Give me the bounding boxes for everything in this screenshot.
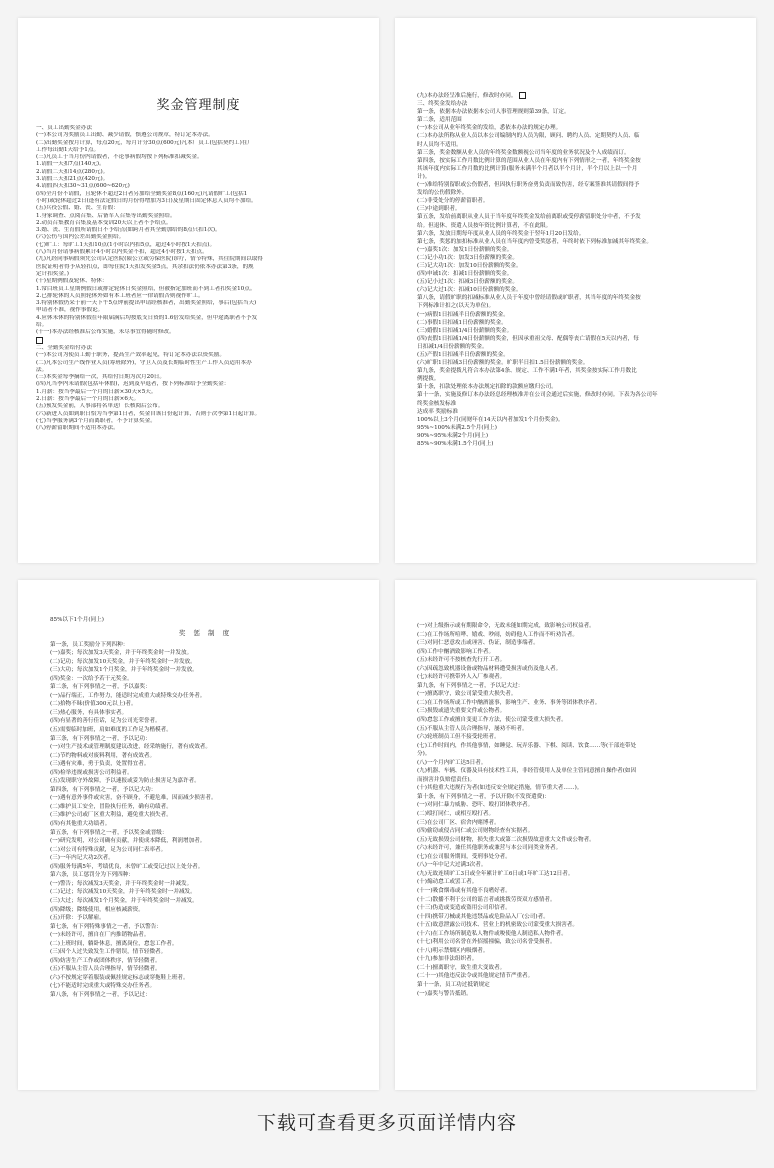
text-line: 给。 [36, 322, 48, 329]
text-line: 法。 [36, 366, 48, 373]
text-line: (四)奖金：一次给予若干元奖金。 [50, 675, 133, 682]
text-line: (六)轮班制员工但不接受轮班者。 [417, 734, 500, 741]
text-line: (五)发现职守外故障，予以速报或妥为防止损害足为嘉许者。 [50, 778, 200, 785]
document-page-2 [395, 18, 756, 563]
checkbox-icon [519, 92, 526, 99]
text-line: (五)需要临时加班，肩如难度的工作足为楷模者。 [50, 727, 172, 734]
text-line: 第八条，请假旷职的扣减标准从业人员于年度中曾经请假或旷职者，其当年度的年终奖金按 [417, 295, 641, 302]
text-line: 85%以下1个月(同上) [50, 617, 104, 623]
text-line: (四)妨害生产工作或团体秩序，情节轻微者。 [50, 957, 161, 964]
text-line: (三)中途到职者。 [417, 206, 461, 213]
text-line: 第七条，有下列特殊事情之一者，予以警告： [50, 923, 162, 930]
text-line: (五)不服从主管人员合理指导，屡劝不听者。 [417, 725, 528, 732]
text-line: (四)全月份不请假，且轮休不超过2日者另加给全勤奖金8点(160元)凡请假旷工(包括1 [36, 190, 248, 197]
text-line: 二、全勤奖金给付办法 [36, 344, 92, 351]
text-line: 一、员工出勤奖金办法 [36, 125, 92, 131]
checkbox-icon [36, 337, 43, 344]
text-line: (二)非受处分的停薪留职者。 [417, 198, 489, 205]
text-line: 给。但退休、资遣人员按年资比例计算者，不在此限。 [417, 222, 552, 229]
text-line: (五)不服从主管人员合理指导，情节轻微者。 [50, 966, 161, 973]
text-line: (三)维护公司或厂区重大利益，避免重大损失者。 [50, 812, 172, 819]
text-line: 1.月薪：按当季最后一个月的日薪×30天×5天。 [36, 388, 157, 395]
text-line: 第三条，有下列事情之一者，予以记功： [50, 735, 151, 742]
text-line: 85%~90%未满1.5个月(同上) [417, 441, 494, 448]
checkbox-marker [36, 337, 361, 345]
text-line: (四)凡当季内未请假(包括年休假)，迟到及早退者，按下列标准给予全勤奖金： [36, 381, 230, 388]
text-line: 第二条，适用范围 [417, 117, 462, 124]
text-line: (十六)在工作场所制造私人物件或唆使他人制造私人物件者。 [417, 930, 567, 937]
text-line: (五)产假1日扣减半日份薪额的奖金。 [417, 352, 509, 358]
text-line: (六)新进人员如到职日恰为当季第1日者，奖金自该日份起计算，否则于次季第1日起计算。 [36, 410, 261, 417]
text-line: (八)一个月内旷工达5日者。 [417, 759, 487, 766]
text-line: (八)当月份请事病假累计4小时以内奖金不扣，超过4小时按1天扣点。 [36, 249, 208, 256]
page-4-text [417, 622, 738, 998]
page-2-text [417, 92, 738, 448]
text-line: (一)对上级指示或有期限命令，无故未能如期完成，致影响公司权益者。 [417, 623, 595, 629]
text-line: 小时)或轮休超过2日(逢有法定假日的月份得增加为3日)及星期日固定休息人员均不加给。 [36, 197, 257, 204]
text-line: (十)煽动怠工或罢工者。 [417, 879, 478, 886]
text-line: (四)有显著的善行佳话，足为公司光荣誉者。 [50, 718, 161, 725]
text-line: 4.应休未休的特别休假在年限届满后均按底支日资的1.6倍发给奖金，但中途离职者不予发 [36, 314, 258, 321]
text-line: (七)工作时间内，作其他事情，如睡觉、玩弄乐器、下棋、阅读、饮食……等(干部连带处 [417, 742, 637, 749]
text-line: 下列标准计扣之(以天为单位)。 [417, 303, 495, 310]
text-line: (二)事假1日扣减1日份薪额的奖金。 [417, 319, 507, 326]
text-line: 100%以上3个月(同财年在14天以内者加发1个月份奖金)。 [417, 416, 564, 423]
text-line: 申请者不准，视作事假论。 [36, 307, 104, 314]
text-line: 发给的公伤假除外。 [417, 190, 468, 197]
text-line: 定计扣奖金。) [36, 270, 69, 277]
text-line: (七)当季服务满3个月而离职者，不予计算奖金。 [36, 417, 156, 424]
text-line: (十八)明示禁烟区内吸烟者。 [417, 947, 489, 954]
text-line: 第六条，发放日期每年度从业人员的年终奖金于翌年1月20日发给。 [417, 230, 585, 237]
text-line: 第九条，有下列事情之一者，予以记大过： [417, 682, 524, 689]
text-line: (五)记小过1次：扣减3日份薪额的奖金。 [417, 279, 518, 286]
text-line: (一)遇有意外事件或灾害，奋不顾身，不避危难，因而减少损害者。 [50, 795, 217, 802]
text-line: (十七)利用公司名誉在外招摇撞骗，致公司名誉受损者。 [417, 939, 556, 946]
text-line: 3.婚、丧、生育假所请假日不予给点(如跨月者其全勤加给的8点只扣1次)。 [36, 227, 221, 234]
text-line: 3.请假三天扣21点(420元)。 [36, 176, 109, 183]
text-line: (二)维护员工安全，冒险执行任务，确有功绩者。 [50, 803, 172, 810]
text-line: (二)记功；每次加发10天奖金，并于年终奖金时一并发放。 [50, 658, 196, 665]
text-line: 第五条，有下列事情之一者，予以奖金或晋级： [50, 829, 168, 836]
text-line: 95%~100%未满2.5个月(同上) [417, 424, 497, 431]
text-line: (十五)故意泄露公司技术、营业上的机密致公司蒙受重大损害者。 [417, 922, 578, 929]
text-line: (三)记大功1次：加发10日份薪额的奖金。 [417, 262, 522, 269]
text-line: 时人员均不适用。 [417, 141, 462, 148]
text-line: (十一)吸食烟毒或有其他不良嗜好者。 [417, 887, 511, 894]
text-line: (二)殴打同仁，或相互殴打者。 [417, 811, 495, 818]
page-3-text [50, 641, 361, 1000]
text-line: (六)未经许可，兼任其他职务或兼营与本公司同类业务者。 [417, 845, 562, 852]
text-line: (十)其他重大违规行为者(如违反安全规定措施，情节重大者……)。 [417, 785, 583, 792]
text-line: 第九条，奖金提拨凡符合本办法第4条、规定、工作不满1年者，其奖金按实际工作月数比 [417, 368, 637, 375]
text-line: 第四条，按实际工作月数比例计算的范围从业人员在年度内有下列情形之一者，年终奖金按 [417, 157, 641, 164]
text-line: (三)遇有灾难，勇于负责，处置得宜者。 [50, 761, 150, 768]
text-line: 其该年度内实际工作月数的比例计算(服务未满半个月者以半个月计，半个月以上以一个月 [417, 165, 638, 172]
text-line: (三)大过；每次减发1个月奖金，并于年终奖金时一并减发。 [50, 897, 198, 904]
text-line: (七)旷工：每旷工1天扣10点(1小时以内扣5点，超过4小时按1天扣点)。 [36, 241, 216, 248]
text-line: 例提拨。 [417, 376, 440, 383]
text-line: 计)。 [417, 173, 431, 180]
text-line: 第二条，有下列事情之一者，予以嘉奖： [50, 684, 151, 691]
text-line: (六)旷职1日扣减3日份薪额的奖金。旷职半日扣1.5日份薪额的奖金。 [417, 360, 589, 367]
text-line: (六)记大过1次：扣减10日份薪额的奖金。 [417, 287, 522, 294]
text-line: (五)无故损毁公司财物，损失重大或第二次损毁故意重大文件或公物者。 [417, 836, 595, 843]
text-line: 1.请假一天扣7点(140元)。 [36, 161, 105, 168]
text-line: (一)本公司为奖励员工出勤、减少请假，慎遵公司规章，特订定本办法。 [36, 132, 214, 139]
text-line: (十)星期例假及轮休、特休： [36, 278, 108, 285]
text-line: (三)婚假1日扣减1/4日份薪额的奖金。 [417, 327, 513, 334]
text-line: (七)不能适时完成重大或特殊交办任务者。 [50, 983, 156, 990]
text-line: (一)嘉奖；每次加发3天奖金，并于年终奖金时一并发放。 [50, 650, 193, 657]
text-line: (二十一)其他违反法令或其他规定情节严重者。 [417, 973, 534, 980]
text-line: (一)本公司为使员工勤于职务，提高生产效率起见，特订定本办法以资奖励。 [36, 352, 225, 359]
text-line: (二)对公司有特殊贡献，足为公司同仁表率者。 [50, 846, 167, 853]
text-line: (十九)参加非法组织者。 [417, 956, 478, 963]
text-line: 第五条，发给前离职从业人员于当年度年终奖金发给前离职或受停薪留职处分中者，不予发 [417, 214, 641, 221]
text-line: (八)停薪留职期间不适用本办法。 [36, 425, 119, 432]
text-line: 三、终奖金发给办法 [417, 101, 468, 108]
text-line: 医院证明者得予从轻扣点，即每住院1天扣发奖金5点，其余扣法仍依本办法第3条，的规 [36, 263, 254, 270]
text-line: (一)嘉奖与警告抵销。 [417, 990, 472, 997]
text-line: (一)病假1日扣减半日份薪额的奖金。 [417, 311, 509, 318]
document-page-4 [395, 580, 756, 1090]
text-line: 3.特别休假仍采于前一天下午5点钟前提出申请经核准者，出勤奖金照给，事后(包括当天) [36, 300, 257, 307]
page-title: 奖金管理制度 [156, 98, 241, 113]
text-line: (三)因个人过失致发生工作错误，情节轻微者。 [50, 949, 167, 956]
document-page-3 [18, 580, 379, 1090]
text-line: 第四条，有下列事情之一者，予以记大功： [50, 786, 157, 793]
text-line: 第十一条，实施及修订本办法经总经理核准并在公司会通过后实施，修改时亦同。下表为各公司年 [417, 392, 658, 399]
text-line: 1.身家调查、点阅召集、后备军人召集等出勤奖金照给。 [36, 212, 176, 219]
text-line: (八)一年中记大过满3次者。 [417, 862, 487, 869]
text-line: (二十)擅离职守，致生重大变故者。 [417, 964, 506, 971]
text-line: (一)本公司从业年终奖金的发给，悉依本办法的规定办理。 [417, 125, 562, 132]
text-line: 第七条，奖惩的加扣标准从业人员在当年度内曾受奖惩者，年终时依下列标准加减其年终奖金。 [417, 238, 652, 245]
text-line: (二)拾物不昧(价值300元以上)者。 [50, 701, 137, 708]
text-line: (二)凡本公司生产线作业人员(筹班除外)，守卫人员及长期临时性生产工作人员适用本办 [36, 359, 252, 366]
text-line: (五)开除：予以解雇。 [50, 915, 105, 922]
text-line: 第一条，员工奖励分下列四种： [50, 641, 129, 648]
text-line: (三)对同仁恶意攻击或诬害、伪证，制造事端者。 [417, 640, 539, 647]
section-title: 奖 惩 制 度 [178, 628, 233, 637]
text-line: 第十条，有下列事情之一者，予以开除(不发资遣费)： [417, 793, 551, 800]
text-line: (三)一年内记大功2次者。 [50, 855, 114, 862]
download-hint[interactable]: 下载可查看更多页面详情内容 [256, 1112, 517, 1134]
text-line: 第十一条，员工功过抵销规定 [417, 981, 490, 988]
text-line: (四)降级；降级使用，相应核减薪资。 [50, 906, 144, 913]
text-line: (三)凡员工于当月份内请假者，不论事病假均按下列标准扣减奖金。 [36, 154, 203, 161]
text-line: (三)热心服务，有具体事实者。 [50, 709, 128, 716]
text-line: (一)警告；每次减发3天奖金，并于年终奖金时一并减发。 [50, 880, 193, 887]
text-line: 第一条，依据本办法依据本公司人事管理规则第39条，订定。 [417, 109, 570, 116]
text-line: 而损害并负赔偿责任)。 [417, 776, 476, 783]
text-line: (三)大功；每次加发1个月奖金，并于年终奖金时一并发放。 [50, 667, 198, 674]
text-line: (二)上班时间，躺卧休息，擅离岗位，怠忽工作者。 [50, 940, 178, 947]
text-line: 2.已排轮休的人员照轮休外如有本工班者应一律请假否则视作旷工。 [36, 292, 204, 299]
text-line: (七)未经许可携带外人入厂参观者。 [417, 674, 506, 681]
text-line: (七)在公司服务期间，受刑事处分者。 [417, 853, 511, 860]
text-line: (一)对同仁暴力威胁、恐吓、殴打团体秩序者。 [417, 802, 534, 809]
text-line: (二)在工作场所喧哗、嬉戏、吵闹，妨碍他人工作而不听劝告者。 [417, 631, 578, 638]
text-line: (四)有其他重大功绩者。 [50, 821, 111, 828]
text-line: (五)预发奖金前，人事部将名单送厂长核阅后公布。 [36, 403, 164, 410]
text-line: (五)未经许可不按核查先行开工者。 [417, 657, 506, 664]
text-line: 第十条，扣款处理依本办法规定扣除的款额应缴归公司。 [417, 384, 557, 391]
text-line: (一)准给特别留职或公伤假者，但因执行职务奋勇负责而致伤害，经专案签准其请假间得予 [417, 182, 640, 189]
text-line: (四)怠忽工作或擅自变更工作方法，使公司蒙受重大损失者。 [417, 717, 567, 724]
text-line: (九)凡经同事病假须凭公司认定医院(限公立或劳保医院)诊疗，情节特殊，其住院期间以取得 [36, 256, 263, 263]
text-line: (四)丧假1日扣减1/4日份薪额的奖金，但因承重祖父母、配偶等丧亡请假在5天以内者，每 [417, 335, 639, 342]
text-line: (九)本办法经呈准后施行，修改时亦同。 [417, 92, 738, 100]
text-line: (二)出勤奖金按月计算，每点20元，每月计分30点(600元)凡本厂员工(包括契约工)在厂 [36, 139, 254, 146]
text-line: (九)机器、车辆、仪器及具有技术性工具，非经管使用人及单位主管同意擅自操作者(如因 [417, 768, 637, 775]
text-line: (二)节约物料或对废料利用，著有成效者。 [50, 752, 156, 759]
text-line: 工作每出勤1天给予1点。 [36, 146, 100, 153]
text-line: (四)检举违规或损害公司利益者。 [50, 769, 133, 776]
text-line: 第六条，员工惩罚分为下列四种： [50, 872, 134, 879]
text-line: (一)品行端正，工作努力，能适时完成重大或特殊交办任务者。 [50, 692, 206, 699]
text-line: (二)记小功1次：加发3日份薪额的奖金。 [417, 254, 518, 261]
text-line: (四)服务每满5年，考绩优良，未曾旷工或受记过以上处分者。 [50, 863, 204, 870]
text-line: (九)无故连续旷工3日或全年累计旷工6日或1年旷工达12日者。 [417, 870, 574, 877]
text-line: (三)在公司厂区、宿舍内赌博者。 [417, 819, 500, 826]
text-line: (十三)伪造或变造或盗用公司印信者。 [417, 905, 511, 912]
text-line: 分)。 [417, 751, 431, 758]
text-line: 1.常白班员工星期例假日或排定轮休日奖金照给，但被指定加班而不到工者扣奖金10点。 [36, 285, 256, 292]
text-line: 日扣减1/4日份薪额的奖金。 [417, 343, 488, 350]
text-line: (十二)散播不利于公司的谣言者或挑拨劳资双方感情者。 [417, 896, 556, 903]
text-line: (二)在工作场所或工作中酗酒滋事，影响生产、业务、事务等团体秩序者。 [417, 699, 601, 706]
text-line: 终奖金核发标准 [417, 400, 457, 407]
text-line: (四)申诫1次：扣减1日份薪额的奖金。 [417, 271, 513, 278]
text-line: (三)损毁或遗失重要文件或公物者。 [417, 708, 506, 715]
document-page-1 [18, 18, 379, 563]
text-line: (五)兵役公假、婚、丧、生育假： [36, 205, 119, 212]
text-line: 第八条，有下列事情之一者，予以记过： [50, 991, 151, 998]
text-line: (四)偷窃或侵占同仁或公司财物经查有实据者。 [417, 828, 534, 835]
text-line: (十四)携带刀械或其他违禁品或危险品入厂(公司)者。 [417, 913, 549, 920]
text-line: 2.动员召集教育召集及基本受训20天以上者不予给点。 [36, 219, 172, 226]
text-line: 2.请假二天扣14点(280元)。 [36, 168, 109, 175]
text-line: (二)本办法所称从业人员以本公司编制内的人员为限，顾问、聘约人员、定期契约人员、临 [417, 133, 640, 140]
text-line: (一)擅离职守，致公司蒙受重大损失者。 [417, 691, 517, 698]
text-line: (三)本奖金每季摘给一次，其给付日期为次月20日。 [36, 374, 165, 381]
text-line: 2.日薪：按当季最后一个月的日薪×6天。 [36, 395, 140, 402]
text-line: (十一)本办法经核准后公布实施，未尽事宜得随时修改。 [36, 329, 175, 336]
text-line: 第三条，奖金数额从业人员的年终奖金数额视公司当年度的业务状况及个人成绩而订。 [417, 149, 630, 156]
text-line: (一)未经许可，擅自在厂内推销物品者。 [50, 932, 150, 939]
text-line: 90%~95%未满2个月(同上) [417, 432, 489, 439]
text-line: (六)公伤与国内公差出勤奖金照给。 [36, 234, 125, 241]
text-line: (一)对生产技术或管理制度建议改进，经采纳施行，著有成效者。 [50, 744, 211, 751]
text-line: (六)不按规定穿着服装或佩挂规定标志或穿拖鞋上班者。 [50, 974, 189, 981]
text-line: (六)因疏忽致机器设备或物品材料遭受损害或伤及他人者。 [417, 665, 562, 672]
text-line: 4.请假四天扣30~31点(600~620元) [36, 183, 130, 190]
text-line: 达成率 奖励标准 [417, 408, 458, 415]
text-line: (二)记过；每次减发10天奖金，并于年终奖金时一并减发。 [50, 889, 196, 896]
page-1-text [36, 125, 361, 432]
text-line: (一)研究发明，对公司确有贡献，并使成本降低，利润增加者。 [50, 838, 206, 845]
text-line: (四)工作中酗酒致影响工作者。 [417, 648, 495, 655]
text-line: (一)嘉奖1次：加发1日份薪额的奖金。 [417, 246, 513, 253]
